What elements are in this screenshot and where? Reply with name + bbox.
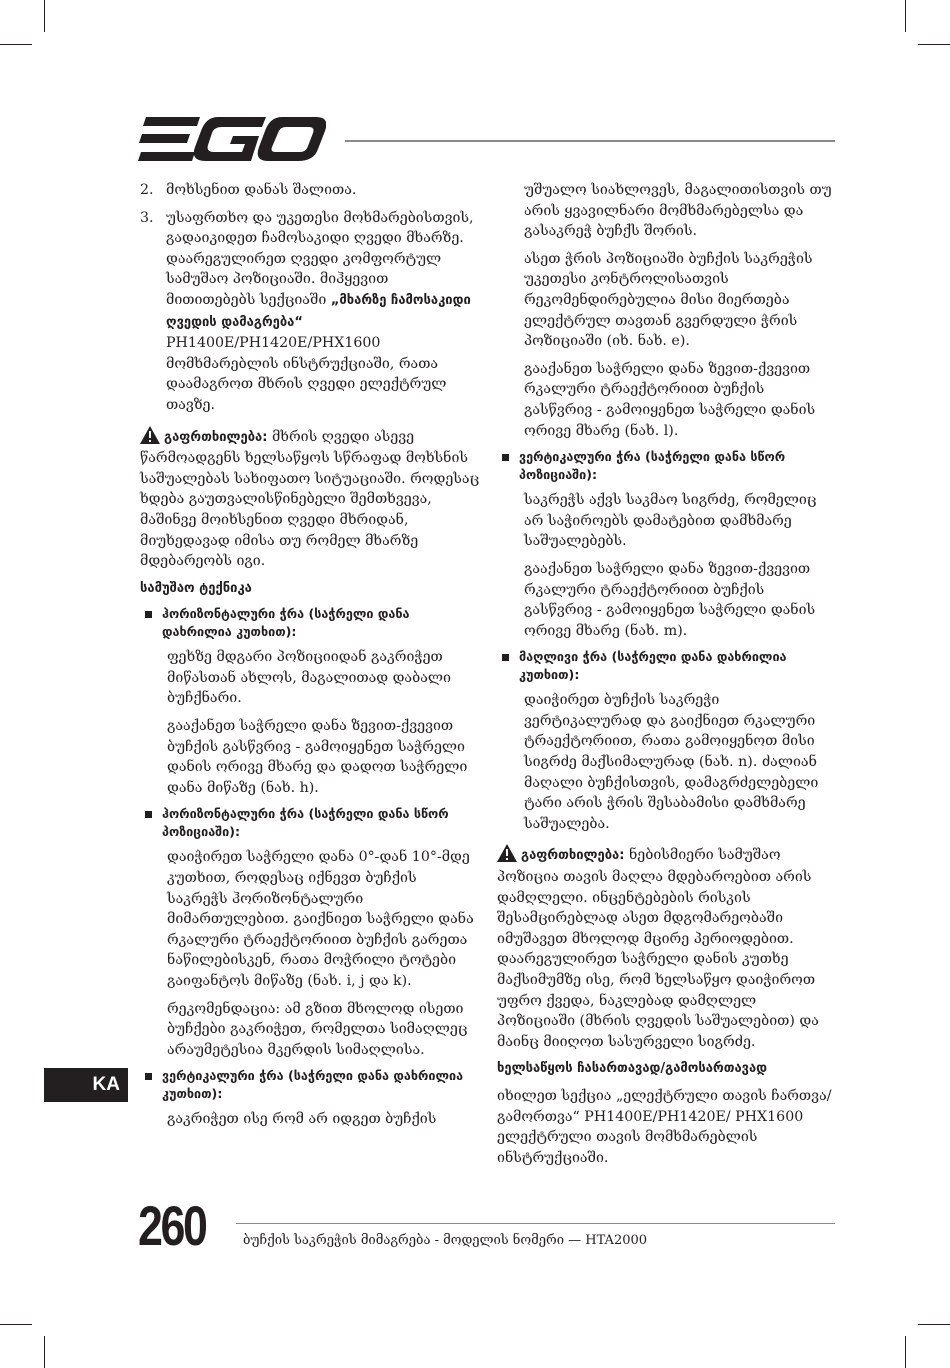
section-reference: „მხარზე ჩამოსაკიდი ღვედის დამაგრება“ (166, 292, 471, 330)
bullet-heading (140, 605, 480, 641)
bullet-heading-text: ჰორიზონტალური ჭრა (საჭრელი დანა დახრილია კუთხით): (162, 606, 410, 640)
ego-logo (138, 117, 326, 163)
body-paragraph: ფეხზე მდგარი პოზიციიდან გაკრიჭეთ მიწასთან ახლოს, მაგალითად დაბალი ბუჩქნარი. (167, 649, 451, 707)
warning-label: გაფრთხილება: (164, 429, 268, 445)
bullet-heading (140, 805, 480, 841)
right-column (497, 180, 837, 1175)
bullet-heading-text: ჰორიზონტალური ჭრა (საჭრელი დანა სწორ პოზიციაში): (162, 806, 449, 840)
list-item (140, 208, 480, 416)
crop-mark (0, 1324, 32, 1325)
warning-paragraph (140, 426, 480, 572)
item-text: მოხსენით დანას შალითა. (166, 182, 357, 198)
body-paragraph: გააქანეთ საჭრელი დანა ზევით-ქვევით ბუჩქის გასწვრივ - გამოიყენეთ საჭრელი დანის ორივე მხარე და დადოთ საჭრელი დანა მიწაზე (ნახ. h). (167, 718, 468, 796)
bullet-square-icon (502, 454, 509, 461)
body-paragraph: გაკრიჭეთ ისე რომ არ იდგეთ ბუჩქის (167, 1111, 437, 1128)
item-text-part: PH1400E/PH1420E/PHX1600 მომხმარებლის ინსტრუქციაში, რათა დაამაგროთ მხრის ღვედი ელექტრულ თავზე. (166, 335, 447, 413)
body-paragraph: უშუალო სიახლოვეს, მაგალითისთვის თუ არის ყვავილნარი მომხმარებელსა და გასაკრეჭ ბუჩქს შორის. (524, 182, 832, 240)
body-paragraph: დაიჭირეთ საჭრელი დანა 0°-დან 10°-მდე კუთხით, როდესაც იქნევთ ბუჩქის საკრეჭს ჰორიზონტალური მიმართულებით. გაიქნიეთ საჭრელი დანა რკალური ტრაექტორიით ბუჩქის გარეთა ნაწილებისკენ, რათა მოჭრილი ტოტები გაიფანტოს მიწაზე (ნახ. i, j და k). (167, 849, 474, 989)
section-heading: სამუშაო ტექნიკა (140, 580, 252, 596)
crop-mark (44, 1336, 45, 1368)
footer-rule (236, 1223, 835, 1224)
bullet-square-icon (145, 611, 152, 618)
bullet-heading-text: ვერტიკალური ჭრა (საჭრელი დანა დახრილია კუთხით): (162, 1068, 464, 1102)
language-tab: KA (44, 1068, 128, 1102)
crop-mark (918, 44, 950, 45)
header-rule (345, 140, 835, 142)
bullet-square-icon (502, 654, 509, 661)
item-text-part: უსაფრთხო და უკეთესი მოხმარებისთვის, გადაიკიდეთ ჩამოსაკიდი ღვედი მხარზე. დაარეგულირეთ ღვედი კომფორტულ სამუშაო პოზიციაში. მიჰყევით მითითებებს სექციაში (166, 209, 474, 308)
body-paragraph: გააქანეთ საჭრელი დანა ზევით-ქვევით რკალური ტრაექტორიით ბუჩქის გასწვრივ - გამოიყენეთ საჭრელი დანის ორივე მხარე (ნახ. l). (524, 360, 816, 439)
warning-paragraph (497, 844, 837, 1052)
body-paragraph: რეკომენდაცია: ამ გზით მხოლოდ ისეთი ბუჩქები გაკრიჭეთ, რომელთა სიმაღლეც არაუმეტესია მკერდის სიმაღლისა. (167, 1000, 468, 1058)
crop-mark (918, 1324, 950, 1325)
bullet-square-icon (145, 811, 152, 818)
item-number: 2. (140, 182, 154, 198)
crop-mark (905, 0, 906, 32)
bullet-heading (497, 648, 837, 684)
footer-title: ბუჩქის საკრეჭის მიმაგრება - მოდელის ნომერი — HTA2000 (243, 1233, 648, 1248)
item-text (166, 208, 480, 416)
body-paragraph: იხილეთ სექცია „ელექტრული თავის ჩართვა/გამორთვა“ PH1400E/PH1420E/ PHX1600 ელექტრული თავის მომხმარებლის ინსტრუქციაში. (497, 1087, 832, 1166)
list-item (140, 180, 480, 201)
warning-label: გაფრთხილება: (521, 848, 625, 864)
bullet-heading (497, 448, 837, 484)
bullet-square-icon (145, 1073, 152, 1080)
body-paragraph: ასეთ ჭრის პოზიციაში ბუჩქის საკრეჭის უკეთესი კონტროლისათვის რეკომენდირებულია მისი მიერთება ელექტრულ თავთან გვერდული ჭრის პოზიციაში (იხ. ნახ. e). (524, 250, 813, 350)
body-paragraph: საკრეჭს აქვს საკმაო სიგრძე, რომელიც არ საჭიროებს დამატებით დამხმარე საშუალებებს. (524, 492, 817, 550)
body-paragraph: გააქანეთ საჭრელი დანა ზევით-ქვევით რკალური ტრაექტორიით ბუჩქის გასწვრივ - გამოიყენეთ საჭრელი დანის ორივე მხარე (ნახ. m). (524, 560, 816, 639)
bullet-heading-text: ვერტიკალური ჭრა (საჭრელი დანა სწორ პოზიციაში): (519, 449, 786, 483)
body-paragraph: დაიჭირეთ ბუჩქის საკრეჭი ვერტიკალურად და გაიქნიეთ რკალური ტრაექტორიით, რათა გამოიყენოთ მისი სიგრძე მაქსიმალურად (ნახ. n). ძალიან მაღალი ბუჩქისთვის, დამაგრძელებელი ტარი არის ჭრის შესაბამისი დამხმარე საშუალება. (524, 692, 819, 832)
section-heading: ხელსაწყოს ჩასართავად/გამოსართავად (497, 1061, 768, 1077)
warning-text: მხრის ღვედი ასევე წარმოადგენს ხელსაწყოს სწრაფად მოხსნის საშუალებას სახიფათო სიტუაციაში. როდესაც ხდება გაუთვალისწინებელი შემთხვევა, მაშინვე მოიხსენით ღვედი მხრიდან, მიუხედავად იმისა თუ რომელ მხარზე მდებარეობს იგი. (140, 428, 480, 570)
crop-mark (0, 44, 32, 45)
warning-text: ნებისმიერი სამუშაო პოზიცია თავის მაღლა მდებაროებით არის დამღლელი. ინცენტებების რისკის შესამცირებლად ასეთ მდგომარეობაში იმუშავეთ მხოლოდ მცირე პერიოდებით. დაარეგულირეთ საჭრელი დანის კუთხე მაქსიმუმზე ისე, რომ ხელსაწყო დაიჭიროთ უფრო ქვედა, ნაკლებად დამღლელ პოზიციაში (მხრის ღვედის საშუალებით) და მაინც მიიღოთ სასურველი სიგრძე. (497, 847, 819, 1050)
crop-mark (905, 1336, 906, 1368)
item-number: 3. (140, 209, 154, 226)
warning-icon (140, 426, 160, 444)
crop-mark (44, 0, 45, 32)
left-column (140, 180, 480, 1137)
bullet-heading (140, 1067, 480, 1103)
bullet-heading-text: მაღლივი ჭრა (საჭრელი დანა დახრილია კუთხით): (519, 649, 787, 683)
page-number: 260 (138, 1194, 206, 1257)
warning-icon (497, 844, 517, 862)
